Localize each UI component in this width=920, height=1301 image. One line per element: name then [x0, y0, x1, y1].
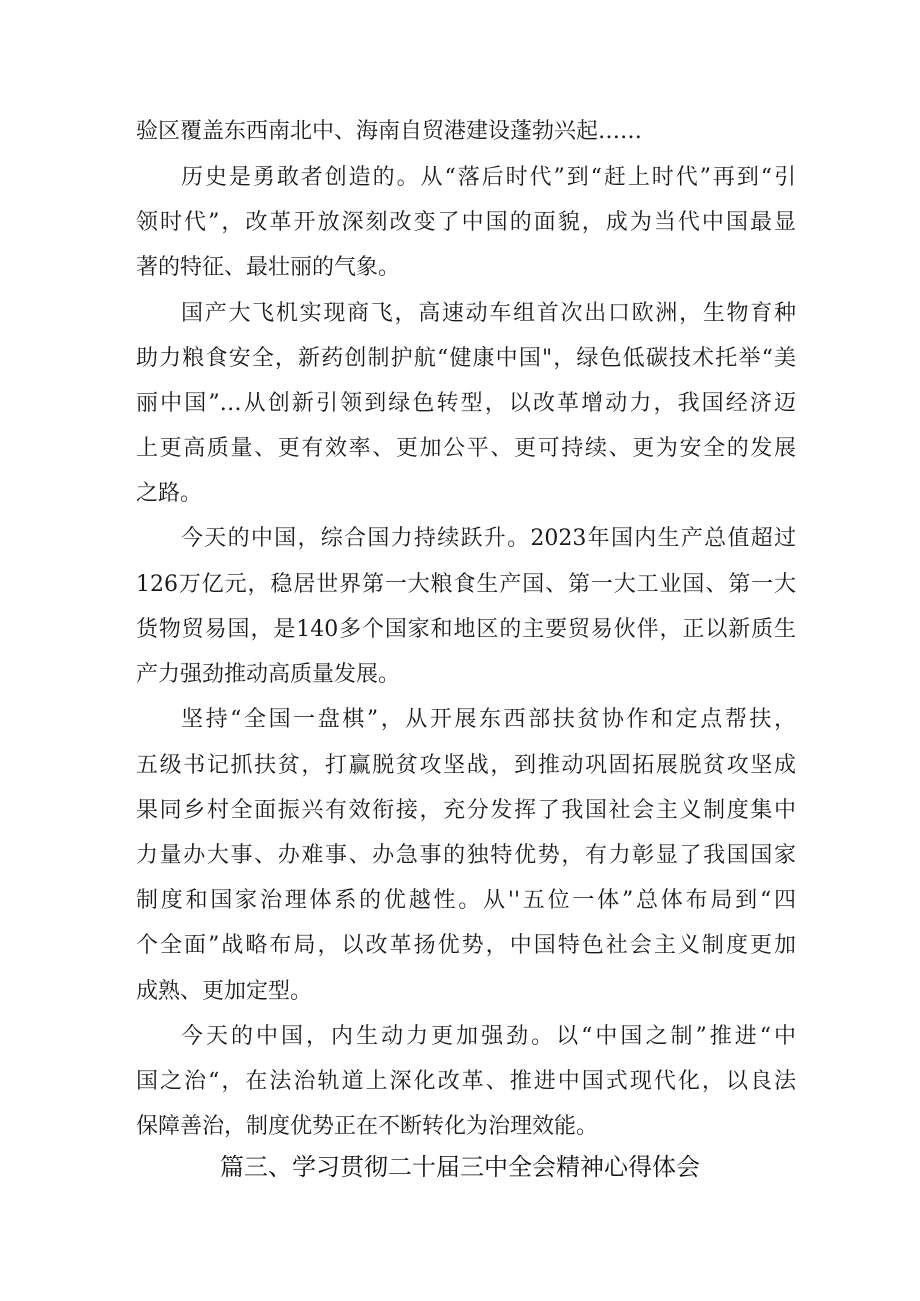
paragraph-line: 国产大飞机实现商飞，高速动车组首次出口欧洲，生物育种	[181, 301, 796, 326]
paragraph-line: 五级书记抓扶贫，打赢脱贫攻坚战，到推动巩固拓展脱贫攻坚成	[136, 753, 796, 778]
paragraph-line: 制度和国家治理体系的优越性。从''五位一体”总体布局到“四	[136, 888, 796, 913]
paragraph-line: 坚持“全国一盘棋”，从开展东西部扶贫协作和定点帮扶，	[181, 707, 796, 732]
paragraph-line: 今天的中国，综合国力持续跃升。2023年国内生产总值超过	[181, 526, 796, 551]
paragraph-line: 货物贸易国，是140多个国家和地区的主要贸易伙伴，正以新质生	[136, 617, 796, 642]
section-heading: 篇三、学习贯彻二十届三中全会精神心得体会	[220, 1153, 700, 1181]
paragraph-line: 历史是勇敢者创造的。从“落后时代”到“赶上时代”再到“引	[181, 165, 796, 190]
paragraph-line: 验区覆盖东西南北中、海南自贸港建设蓬勃兴起……	[136, 119, 643, 144]
paragraph-line: 著的特征、最壮丽的气象。	[136, 255, 401, 280]
paragraph-line: 保障善治，制度优势正在不断转化为治理效能。	[136, 1114, 599, 1139]
paragraph-line: 个全面”战略布局，以改革扬优势，中国特色社会主义制度更加	[136, 933, 796, 958]
paragraph-line: 成熟、更加定型。	[136, 979, 313, 1004]
paragraph-line: 助力粮食安全，新药创制护航“健康中国"，绿色低碳技术托举“美	[136, 346, 796, 371]
paragraph-line: 领时代”，改革开放深刻改变了中国的面貌，成为当代中国最显	[136, 210, 796, 235]
paragraph-line: 产力强劲推动高质量发展。	[136, 662, 401, 687]
paragraph-line: 国之治“，在法治轨道上深化改革、推进中国式现代化，以良法	[136, 1069, 796, 1094]
paragraph-line: 力量办大事、办难事、办急事的独特优势，有力彰显了我国国家	[136, 843, 796, 868]
paragraph-line: 之路。	[136, 481, 203, 506]
paragraph-line: 今天的中国，内生动力更加强劲。以“中国之制”推进“中	[181, 1024, 796, 1049]
paragraph-line: 126万亿元，稳居世界第一大粮食生产国、第一大工业国、第一大	[136, 572, 796, 597]
paragraph-line: 上更高质量、更有效率、更加公平、更可持续、更为安全的发展	[136, 436, 796, 461]
paragraph-line: 丽中国”…从创新引领到绿色转型，以改革增动力，我国经济迈	[136, 391, 796, 416]
paragraph-line: 果同乡村全面振兴有效衔接，充分发挥了我国社会主义制度集中	[136, 798, 796, 823]
